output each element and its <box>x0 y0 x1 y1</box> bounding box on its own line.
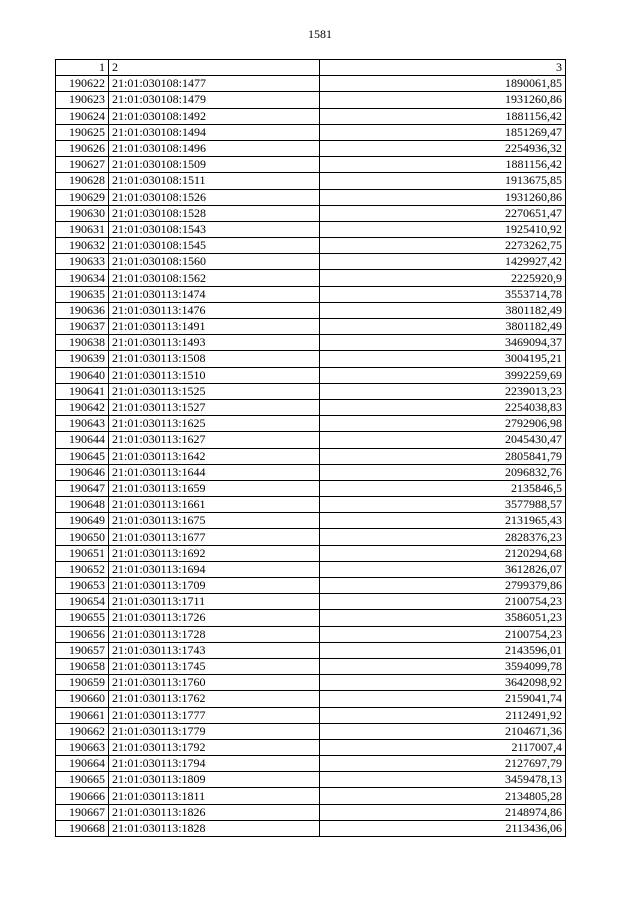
value-cell: 1881156,42 <box>320 108 566 124</box>
cadastral-number-cell: 21:01:030113:1777 <box>109 707 320 723</box>
table-row <box>56 529 566 545</box>
value-cell: 1881156,42 <box>320 157 566 173</box>
table-row <box>56 642 566 658</box>
cadastral-number-cell: 21:01:030108:1543 <box>109 221 320 237</box>
header-row <box>56 60 566 76</box>
row-number-cell: 190666 <box>56 788 109 804</box>
cadastral-number-cell: 21:01:030108:1545 <box>109 238 320 254</box>
table-row <box>56 92 566 108</box>
row-number-cell: 190655 <box>56 610 109 626</box>
row-number-cell: 190644 <box>56 432 109 448</box>
row-number-cell: 190634 <box>56 270 109 286</box>
cadastral-number-cell: 21:01:030113:1510 <box>109 367 320 383</box>
cadastral-number-cell: 21:01:030113:1760 <box>109 675 320 691</box>
value-cell: 3553714,78 <box>320 286 566 302</box>
table-row <box>56 367 566 383</box>
value-cell: 1429927,42 <box>320 254 566 270</box>
table-row <box>56 480 566 496</box>
cadastral-number-cell: 21:01:030113:1809 <box>109 772 320 788</box>
value-cell: 2120294,68 <box>320 545 566 561</box>
cadastral-number-cell: 21:01:030108:1477 <box>109 76 320 92</box>
row-number-cell: 190663 <box>56 739 109 755</box>
value-cell: 2799379,86 <box>320 578 566 594</box>
table-row <box>56 788 566 804</box>
cadastral-number-cell: 21:01:030113:1726 <box>109 610 320 626</box>
value-cell: 2148974,86 <box>320 804 566 820</box>
row-number-cell: 190668 <box>56 820 109 836</box>
table-row <box>56 238 566 254</box>
row-number-cell: 190630 <box>56 205 109 221</box>
table-row <box>56 270 566 286</box>
value-cell: 2792906,98 <box>320 416 566 432</box>
value-cell: 1925410,92 <box>320 221 566 237</box>
table-row <box>56 464 566 480</box>
cadastral-number-cell: 21:01:030113:1779 <box>109 723 320 739</box>
row-number-cell: 190647 <box>56 480 109 496</box>
value-cell: 2096832,76 <box>320 464 566 480</box>
value-cell: 2254936,32 <box>320 140 566 156</box>
value-cell: 3469094,37 <box>320 335 566 351</box>
row-number-cell: 190651 <box>56 545 109 561</box>
table-row <box>56 189 566 205</box>
cadastral-number-cell: 21:01:030113:1493 <box>109 335 320 351</box>
value-cell: 2239013,23 <box>320 383 566 399</box>
row-number-cell: 190645 <box>56 448 109 464</box>
row-number-cell: 190627 <box>56 157 109 173</box>
value-cell: 2127697,79 <box>320 756 566 772</box>
row-number-cell: 190648 <box>56 497 109 513</box>
row-number-cell: 190642 <box>56 399 109 415</box>
cadastral-number-cell: 21:01:030113:1508 <box>109 351 320 367</box>
table-row <box>56 124 566 140</box>
row-number-cell: 190658 <box>56 658 109 674</box>
value-cell: 3459478,13 <box>320 772 566 788</box>
cadastral-number-cell: 21:01:030113:1677 <box>109 529 320 545</box>
cadastral-number-cell: 21:01:030108:1479 <box>109 92 320 108</box>
row-number-cell: 190660 <box>56 691 109 707</box>
cadastral-number-cell: 21:01:030108:1509 <box>109 157 320 173</box>
row-number-cell: 190623 <box>56 92 109 108</box>
row-number-cell: 190667 <box>56 804 109 820</box>
table-row <box>56 610 566 626</box>
table-row <box>56 416 566 432</box>
value-cell: 3586051,23 <box>320 610 566 626</box>
cadastral-number-cell: 21:01:030113:1694 <box>109 561 320 577</box>
page-number: 1581 <box>308 27 332 41</box>
value-cell: 2100754,23 <box>320 626 566 642</box>
value-cell: 2273262,75 <box>320 238 566 254</box>
value-cell: 3577988,57 <box>320 497 566 513</box>
row-number-cell: 190637 <box>56 319 109 335</box>
value-cell: 2104671,36 <box>320 723 566 739</box>
row-number-cell: 190652 <box>56 561 109 577</box>
value-cell: 3992259,69 <box>320 367 566 383</box>
cadastral-number-cell: 21:01:030113:1762 <box>109 691 320 707</box>
table-row <box>56 691 566 707</box>
table-row <box>56 772 566 788</box>
row-number-cell: 190664 <box>56 756 109 772</box>
table-row <box>56 497 566 513</box>
cadastral-number-cell: 21:01:030113:1642 <box>109 448 320 464</box>
cadastral-number-cell: 21:01:030113:1627 <box>109 432 320 448</box>
table-row <box>56 351 566 367</box>
cadastral-number-cell: 21:01:030113:1675 <box>109 513 320 529</box>
table-row <box>56 561 566 577</box>
value-cell: 2828376,23 <box>320 529 566 545</box>
table-row <box>56 286 566 302</box>
cadastral-number-cell: 21:01:030113:1527 <box>109 399 320 415</box>
value-cell: 3642098,92 <box>320 675 566 691</box>
cadastral-number-cell: 21:01:030108:1492 <box>109 108 320 124</box>
table-row <box>56 578 566 594</box>
table-row <box>56 221 566 237</box>
row-number-cell: 190661 <box>56 707 109 723</box>
table-row <box>56 448 566 464</box>
row-number-cell: 190624 <box>56 108 109 124</box>
table-row <box>56 205 566 221</box>
table-row <box>56 513 566 529</box>
row-number-cell: 190626 <box>56 140 109 156</box>
cadastral-number-cell: 21:01:030113:1826 <box>109 804 320 820</box>
row-number-cell: 190635 <box>56 286 109 302</box>
value-cell: 1890061,85 <box>320 76 566 92</box>
value-cell: 3004195,21 <box>320 351 566 367</box>
row-number-cell: 190641 <box>56 383 109 399</box>
table-row <box>56 254 566 270</box>
value-cell: 2112491,92 <box>320 707 566 723</box>
cadastral-number-cell: 21:01:030113:1644 <box>109 464 320 480</box>
row-number-cell: 190656 <box>56 626 109 642</box>
table-row <box>56 432 566 448</box>
column-header: 3 <box>320 60 566 76</box>
value-cell: 1931260,86 <box>320 189 566 205</box>
cadastral-number-cell: 21:01:030108:1496 <box>109 140 320 156</box>
row-number-cell: 190636 <box>56 302 109 318</box>
cadastral-number-cell: 21:01:030113:1625 <box>109 416 320 432</box>
row-number-cell: 190646 <box>56 464 109 480</box>
cadastral-number-cell: 21:01:030108:1494 <box>109 124 320 140</box>
cadastral-number-cell: 21:01:030113:1728 <box>109 626 320 642</box>
row-number-cell: 190665 <box>56 772 109 788</box>
row-number-cell: 190625 <box>56 124 109 140</box>
row-number-cell: 190650 <box>56 529 109 545</box>
table-row <box>56 820 566 836</box>
value-cell: 2100754,23 <box>320 594 566 610</box>
row-number-cell: 190633 <box>56 254 109 270</box>
column-header: 1 <box>56 60 109 76</box>
table-row <box>56 157 566 173</box>
table-row <box>56 756 566 772</box>
value-cell: 3594099,78 <box>320 658 566 674</box>
row-number-cell: 190638 <box>56 335 109 351</box>
value-cell: 2117007,4 <box>320 739 566 755</box>
row-number-cell: 190654 <box>56 594 109 610</box>
cadastral-number-cell: 21:01:030113:1476 <box>109 302 320 318</box>
value-cell: 2045430,47 <box>320 432 566 448</box>
table-row <box>56 335 566 351</box>
row-number-cell: 190622 <box>56 76 109 92</box>
row-number-cell: 190628 <box>56 173 109 189</box>
value-cell: 3612826,07 <box>320 561 566 577</box>
table-row <box>56 739 566 755</box>
value-cell: 1913675,85 <box>320 173 566 189</box>
cadastral-number-cell: 21:01:030113:1661 <box>109 497 320 513</box>
cadastral-number-cell: 21:01:030108:1560 <box>109 254 320 270</box>
column-header: 2 <box>109 60 320 76</box>
cadastral-number-cell: 21:01:030113:1525 <box>109 383 320 399</box>
value-cell: 2134805,28 <box>320 788 566 804</box>
cadastral-number-cell: 21:01:030113:1811 <box>109 788 320 804</box>
cadastral-number-cell: 21:01:030113:1711 <box>109 594 320 610</box>
cadastral-number-cell: 21:01:030113:1659 <box>109 480 320 496</box>
table-row <box>56 76 566 92</box>
cadastral-number-cell: 21:01:030108:1528 <box>109 205 320 221</box>
row-number-cell: 190657 <box>56 642 109 658</box>
row-number-cell: 190653 <box>56 578 109 594</box>
value-cell: 2135846,5 <box>320 480 566 496</box>
value-cell: 1851269,47 <box>320 124 566 140</box>
cadastral-number-cell: 21:01:030113:1474 <box>109 286 320 302</box>
value-cell: 2270651,47 <box>320 205 566 221</box>
cadastral-number-cell: 21:01:030113:1709 <box>109 578 320 594</box>
table-row <box>56 804 566 820</box>
row-number-cell: 190639 <box>56 351 109 367</box>
value-cell: 2225920,9 <box>320 270 566 286</box>
row-number-cell: 190643 <box>56 416 109 432</box>
cadastral-number-cell: 21:01:030113:1794 <box>109 756 320 772</box>
row-number-cell: 190631 <box>56 221 109 237</box>
row-number-cell: 190632 <box>56 238 109 254</box>
table-row <box>56 626 566 642</box>
table-body <box>56 76 566 837</box>
value-cell: 2254038,83 <box>320 399 566 415</box>
cadastral-number-cell: 21:01:030108:1511 <box>109 173 320 189</box>
value-cell: 3801182,49 <box>320 319 566 335</box>
cadastral-number-cell: 21:01:030113:1491 <box>109 319 320 335</box>
value-cell: 2805841,79 <box>320 448 566 464</box>
table-row <box>56 658 566 674</box>
table-row <box>56 399 566 415</box>
cadastral-number-cell: 21:01:030113:1745 <box>109 658 320 674</box>
row-number-cell: 190649 <box>56 513 109 529</box>
row-number-cell: 190629 <box>56 189 109 205</box>
row-number-cell: 190659 <box>56 675 109 691</box>
table-row <box>56 302 566 318</box>
value-cell: 2143596,01 <box>320 642 566 658</box>
value-cell: 3801182,49 <box>320 302 566 318</box>
cadastral-number-cell: 21:01:030113:1792 <box>109 739 320 755</box>
data-table <box>55 59 566 837</box>
table-row <box>56 723 566 739</box>
table-row <box>56 319 566 335</box>
cadastral-number-cell: 21:01:030108:1526 <box>109 189 320 205</box>
cadastral-number-cell: 21:01:030113:1828 <box>109 820 320 836</box>
value-cell: 1931260,86 <box>320 92 566 108</box>
table-row <box>56 594 566 610</box>
cadastral-number-cell: 21:01:030113:1743 <box>109 642 320 658</box>
row-number-cell: 190640 <box>56 367 109 383</box>
row-number-cell: 190662 <box>56 723 109 739</box>
value-cell: 2131965,43 <box>320 513 566 529</box>
cadastral-number-cell: 21:01:030113:1692 <box>109 545 320 561</box>
table-row <box>56 140 566 156</box>
value-cell: 2113436,06 <box>320 820 566 836</box>
table-row <box>56 383 566 399</box>
table-row <box>56 545 566 561</box>
table-row <box>56 675 566 691</box>
table-header <box>56 60 566 76</box>
table-row <box>56 108 566 124</box>
value-cell: 2159041,74 <box>320 691 566 707</box>
table-row <box>56 707 566 723</box>
cadastral-number-cell: 21:01:030108:1562 <box>109 270 320 286</box>
table-row <box>56 173 566 189</box>
